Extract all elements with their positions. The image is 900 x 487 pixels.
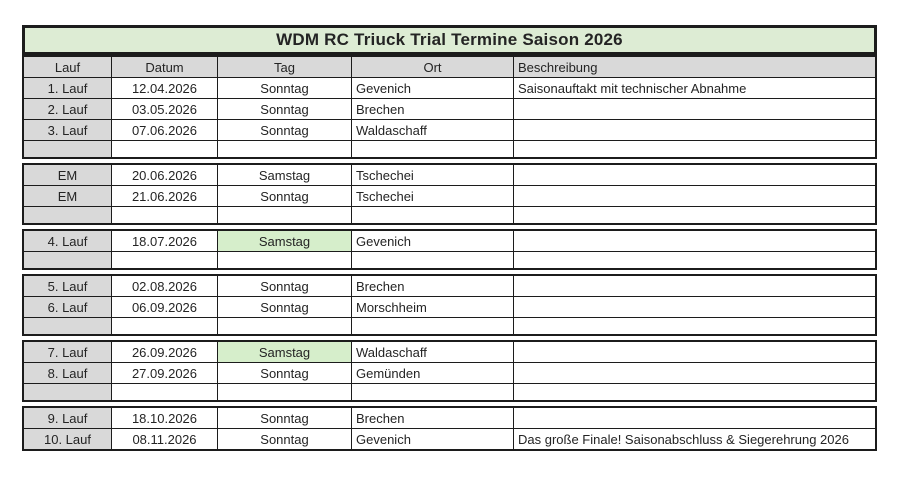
cell-ort [352,141,514,157]
cell-lauf: 5. Lauf [24,276,112,296]
cell-datum [112,207,218,223]
cell-tag [218,141,352,157]
cell-tag [218,252,352,268]
table-block [22,406,877,451]
cell-tag: Sonntag [218,120,352,140]
cell-lauf [24,318,112,334]
cell-beschreibung [514,141,875,157]
cell-beschreibung [514,120,875,140]
cell-datum [112,252,218,268]
cell-datum: 18.07.2026 [112,231,218,251]
table-block [22,274,877,336]
cell-ort: Morschheim [352,297,514,317]
cell-lauf: 9. Lauf [24,408,112,428]
cell-ort: Brechen [352,276,514,296]
cell-beschreibung [514,318,875,334]
cell-beschreibung [514,165,875,185]
cell-lauf [24,252,112,268]
cell-beschreibung [514,99,875,119]
cell-ort [352,384,514,400]
table-block [22,55,877,159]
table-row [24,408,875,429]
cell-ort: Waldaschaff [352,120,514,140]
table-row [24,99,875,120]
cell-tag [218,207,352,223]
cell-datum: 07.06.2026 [112,120,218,140]
cell-ort: Gevenich [352,78,514,98]
cell-tag: Sonntag [218,363,352,383]
cell-beschreibung [514,276,875,296]
header-cell-beschreibung: Beschreibung [514,57,875,77]
cell-ort: Gevenich [352,231,514,251]
cell-ort: Gemünden [352,363,514,383]
cell-ort: Waldaschaff [352,342,514,362]
table-block [22,163,877,225]
cell-lauf: 6. Lauf [24,297,112,317]
cell-tag: Samstag [218,342,352,362]
cell-ort [352,252,514,268]
cell-datum [112,318,218,334]
cell-datum: 08.11.2026 [112,429,218,449]
cell-beschreibung [514,408,875,428]
cell-datum: 20.06.2026 [112,165,218,185]
header-row [24,57,875,78]
header-cell-ort: Ort [352,57,514,77]
cell-beschreibung [514,252,875,268]
cell-lauf [24,207,112,223]
cell-lauf [24,141,112,157]
empty-row [24,207,875,223]
table-row [24,297,875,318]
cell-lauf: EM [24,186,112,206]
empty-row [24,318,875,334]
cell-tag [218,318,352,334]
cell-tag: Samstag [218,231,352,251]
cell-lauf: 4. Lauf [24,231,112,251]
cell-ort: Gevenich [352,429,514,449]
cell-beschreibung [514,363,875,383]
header-cell-datum: Datum [112,57,218,77]
table-block [22,340,877,402]
table-row [24,78,875,99]
cell-tag: Sonntag [218,78,352,98]
table-row [24,231,875,252]
cell-datum [112,141,218,157]
termine-table [22,25,877,451]
cell-tag: Samstag [218,165,352,185]
table-row [24,186,875,207]
cell-ort: Tschechei [352,186,514,206]
cell-lauf: 2. Lauf [24,99,112,119]
cell-tag: Sonntag [218,408,352,428]
cell-datum: 27.09.2026 [112,363,218,383]
cell-lauf: 3. Lauf [24,120,112,140]
table-row [24,363,875,384]
table-row [24,342,875,363]
cell-datum: 12.04.2026 [112,78,218,98]
cell-beschreibung [514,297,875,317]
cell-tag: Sonntag [218,297,352,317]
cell-tag [218,384,352,400]
cell-lauf: EM [24,165,112,185]
cell-beschreibung: Das große Finale! Saisonabschluss & Siegerehrung 2026 [518,431,849,447]
cell-beschreibung [514,186,875,206]
cell-tag: Sonntag [218,186,352,206]
cell-datum: 26.09.2026 [112,342,218,362]
cell-ort: Brechen [352,408,514,428]
cell-ort: Tschechei [352,165,514,185]
cell-ort [352,207,514,223]
cell-tag: Sonntag [218,429,352,449]
cell-datum: 03.05.2026 [112,99,218,119]
cell-lauf: 10. Lauf [24,429,112,449]
table-body [22,55,877,451]
cell-beschreibung [514,231,875,251]
cell-ort: Brechen [352,99,514,119]
header-cell-lauf: Lauf [24,57,112,77]
table-title: WDM RC Triuck Trial Termine Saison 2026 [22,25,877,55]
cell-datum: 21.06.2026 [112,186,218,206]
cell-datum: 02.08.2026 [112,276,218,296]
cell-datum: 06.09.2026 [112,297,218,317]
table-row [24,165,875,186]
table-row [24,120,875,141]
cell-datum [112,384,218,400]
empty-row [24,141,875,157]
table-row [24,276,875,297]
cell-lauf: 1. Lauf [24,78,112,98]
table-row [24,429,875,449]
cell-beschreibung: Saisonauftakt mit technischer Abnahme [518,80,747,96]
cell-lauf: 8. Lauf [24,363,112,383]
cell-beschreibung [514,384,875,400]
header-cell-tag: Tag [218,57,352,77]
empty-row [24,384,875,400]
cell-lauf [24,384,112,400]
cell-tag: Sonntag [218,276,352,296]
cell-ort [352,318,514,334]
cell-tag: Sonntag [218,99,352,119]
empty-row [24,252,875,268]
table-block [22,229,877,270]
cell-datum: 18.10.2026 [112,408,218,428]
cell-beschreibung [514,207,875,223]
cell-lauf: 7. Lauf [24,342,112,362]
cell-beschreibung [514,342,875,362]
